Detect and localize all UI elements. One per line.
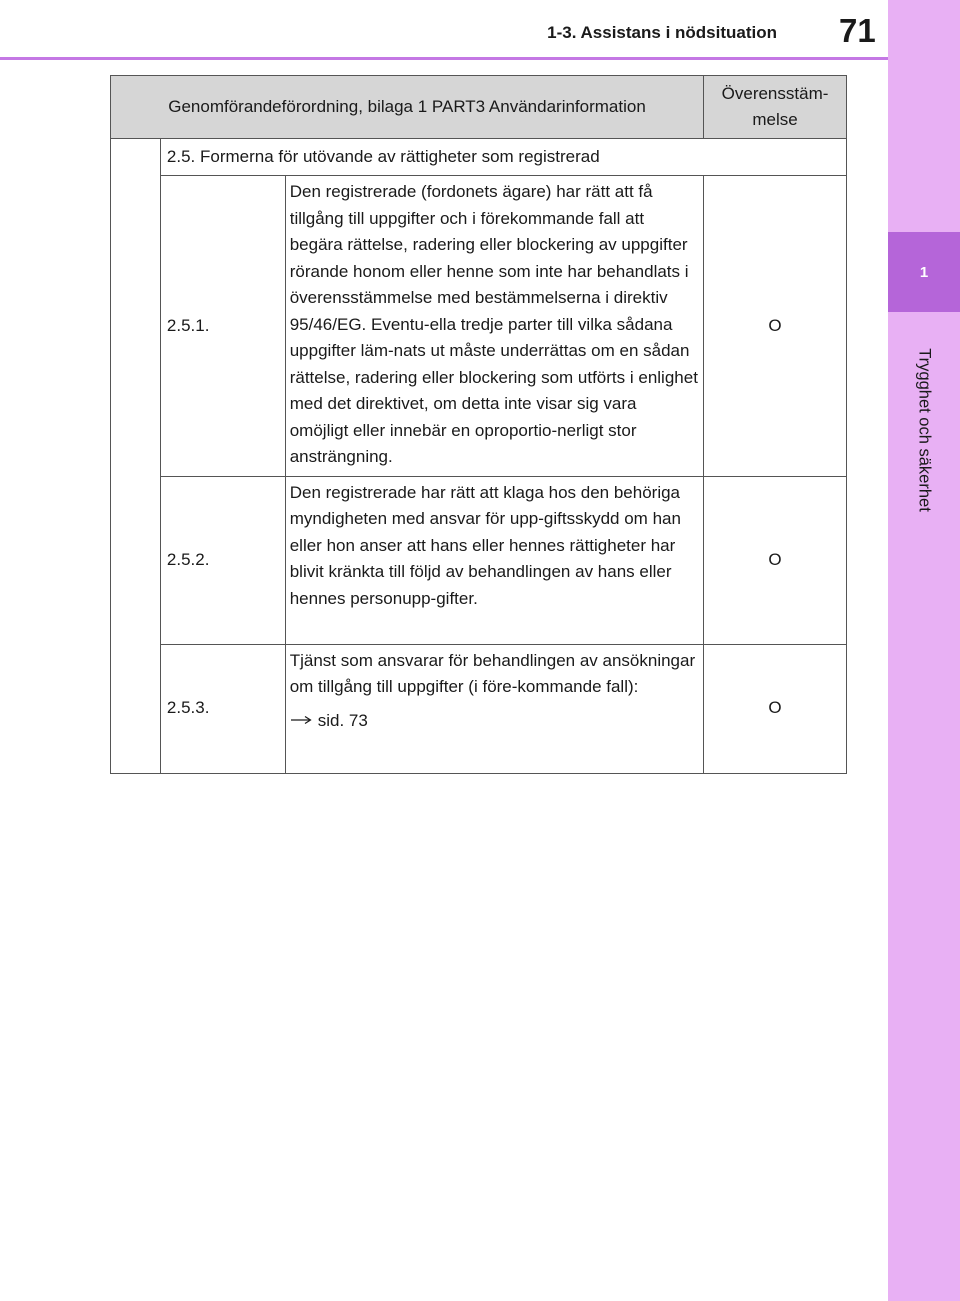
page-number: 71 [839,12,876,49]
page-reference: sid. 73 [317,710,368,730]
table-row [111,176,847,477]
row-description: Den registrerade har rätt att klaga hos den behöriga myndigheten med ansvar för upp-giftsskydd om han eller hon anser att hans eller hennes rättigheter har blivit kränkta till följd av behandlingen av hans eller hennes personupp-gifter. [285,476,703,644]
row-description: Den registrerade (fordonets ägare) har rätt att få tillgång till uppgifter och i förekommande fall att begära rättelse, radering eller blockering av uppgifter rörande honom eller henne som inte har behandlats i överensstämmelse med bestämmelserna i direktiv 95/46/EG. Eventu-ella tredje parter till vilka sådana uppgifter läm-nats ut måste underrättas om en sådan rättelse, radering eller blockering som utförts i enlighet med det direktivet, om detta inte visar sig vara omöjligt eller innebär en oproportio-nerligt stor ansträngning. [285,176,703,477]
section-title: 1-3. Assistans i nödsituation [547,23,777,42]
right-arrow-icon [290,708,314,735]
regulation-header: Genomförandeförordning, bilaga 1 PART3 Användarinformation [111,76,704,139]
table-row [111,139,847,176]
compliance-mark: O [704,176,847,477]
section-heading: 2.5. Formerna för utövande av rättigheter som registrerad [160,139,846,176]
compliance-mark: O [704,476,847,644]
table-row [111,644,847,773]
row-number: 2.5.1. [160,176,285,477]
side-strip [888,0,960,1301]
indent-cell [111,139,161,774]
compliance-mark: O [704,644,847,773]
row-number: 2.5.3. [160,644,285,773]
row-number: 2.5.2. [160,476,285,644]
chapter-tab[interactable] [888,232,960,312]
chapter-title: Trygghet och säkerhet [915,348,934,512]
header-rule [0,57,888,60]
page-reference-link[interactable] [290,708,699,735]
compliance-header: Överensstäm- melse [704,76,847,139]
chapter-number: 1 [919,263,929,281]
table-header-row [111,76,847,139]
user-info-table [110,75,847,774]
row-description: Tjänst som ansvarar för behandlingen av ansökningar om tillgång till uppgifter (i före-kommande fall): sid. 73 [285,644,703,773]
table-row [111,476,847,644]
